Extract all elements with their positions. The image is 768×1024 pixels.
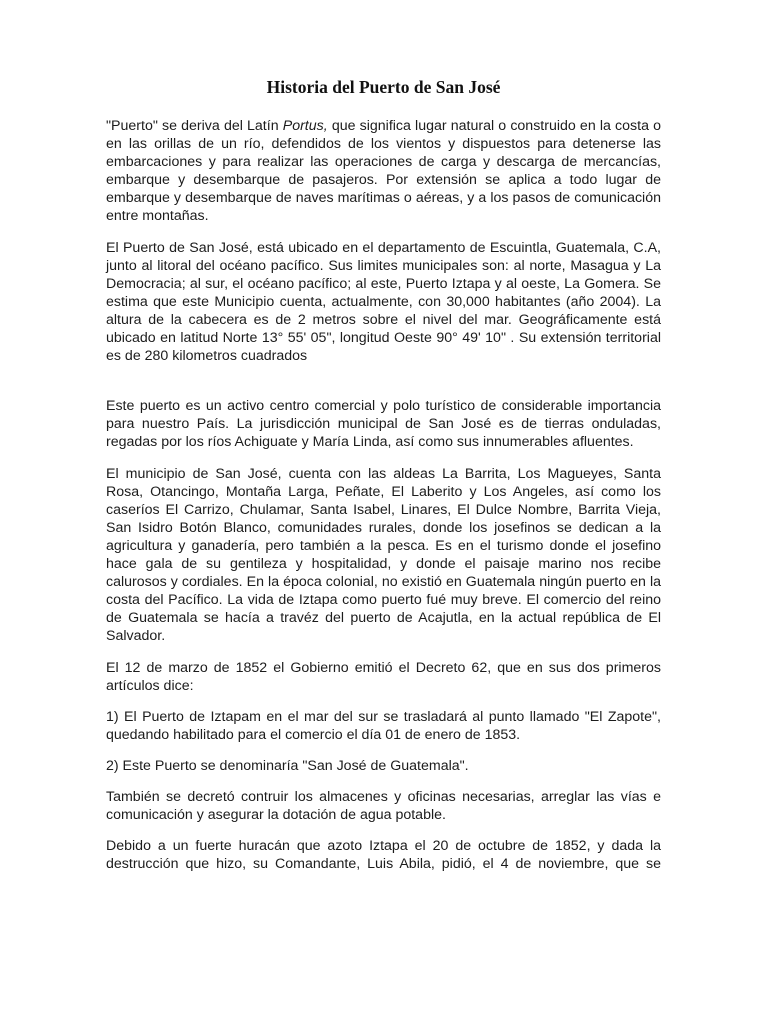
paragraph-hurricane: Debido a un fuerte huracán que azoto Iztapa el 20 de octubre de 1852, y dada la destrucción que hizo, su Comandante, Luis Abila, pidió, el 4 de noviembre, que se [106, 838, 661, 872]
paragraph-location: El Puerto de San José, está ubicado en el departamento de Escuintla, Guatemala, C.A, junto al litoral del océano pacífico. Sus limites municipales son: al norte, Masagua y La Democracia; al sur, el océano pacífico; al este, Puerto Iztapa y al oeste, La Gomera. Se estima que este Municipio cuenta, actualmente, con 30,000 habitantes (año 2004). La altura de la cabecera es de 2 metros sobre el nivel del mar. Geográficamente está ubicado en latitud Norte 13° 55' 05", longitud Oeste 90° 49' 10" . Su extensión territorial es de 280 kilometros cuadrados [106, 240, 661, 364]
document-page [106, 0, 661, 873]
paragraph-construction: También se decretó contruir los almacenes y oficinas necesarias, arreglar las vías e comunicación y asegurar la dotación de agua potable. [106, 789, 661, 823]
paragraph-article-1: 1) El Puerto de Iztapam en el mar del sur se trasladará al punto llamado "El Zapote", quedando habilitado para el comercio el día 01 de enero de 1853. [106, 709, 661, 743]
paragraph-decree: El 12 de marzo de 1852 el Gobierno emitió el Decreto 62, que en sus dos primeros artículos dice: [106, 660, 661, 694]
paragraph-text: "Puerto" se deriva del Latín [106, 118, 283, 134]
paragraph-puerto-definition [106, 117, 661, 225]
document-title: Historia del Puerto de San José [266, 77, 501, 97]
paragraph-villages: El municipio de San José, cuenta con las aldeas La Barrita, Los Magueyes, Santa Rosa, Otancingo, Montaña Larga, Peñate, El Laberito y Los Angeles, así como los caseríos El Carrizo, Chulamar, Santa Isabel, Linares, El Dulce Nombre, Barrita Vieja, San Isidro Botón Blanco, comunidades rurales, donde los josefinos se dedican a la agricultura y ganadería, pero también a la pesca. Es en el turismo donde el josefino hace gala de su gentileza y hospitalidad, y donde el paisaje marino nos recibe calurosos y cordiales. En la época colonial, no existió en Guatemala ningún puerto en la costa del Pacífico. La vida de Iztapa como puerto fué muy breve. El comercio del reino de Guatemala se hacía a travéz del puerto de Acajutla, en la actual república de El Salvador. [106, 466, 661, 644]
paragraph-commerce-tourism: Este puerto es un activo centro comercial y polo turístico de considerable importancia para nuestro País. La jurisdicción municipal de San José es de tierras onduladas, regadas por los ríos Achiguate y María Linda, así como sus innumerables afluentes. [106, 398, 661, 450]
latin-term: Portus, [282, 118, 328, 134]
paragraph-text: que significa lugar natural o construido en la costa o en las orillas de un río, defendidos de los vientos y dispuestos para detenerse las embarcaciones y para realizar las operaciones de carga y descarga de mercancías, embarque y desembarque de pasajeros. Por extensión se aplica a todo lugar de embarque y desembarque de naves marítimas o aéreas, y a los pasos de comunicación entre montañas. [106, 118, 661, 224]
paragraph-article-2: 2) Este Puerto se denominaría "San José de Guatemala". [106, 758, 469, 774]
